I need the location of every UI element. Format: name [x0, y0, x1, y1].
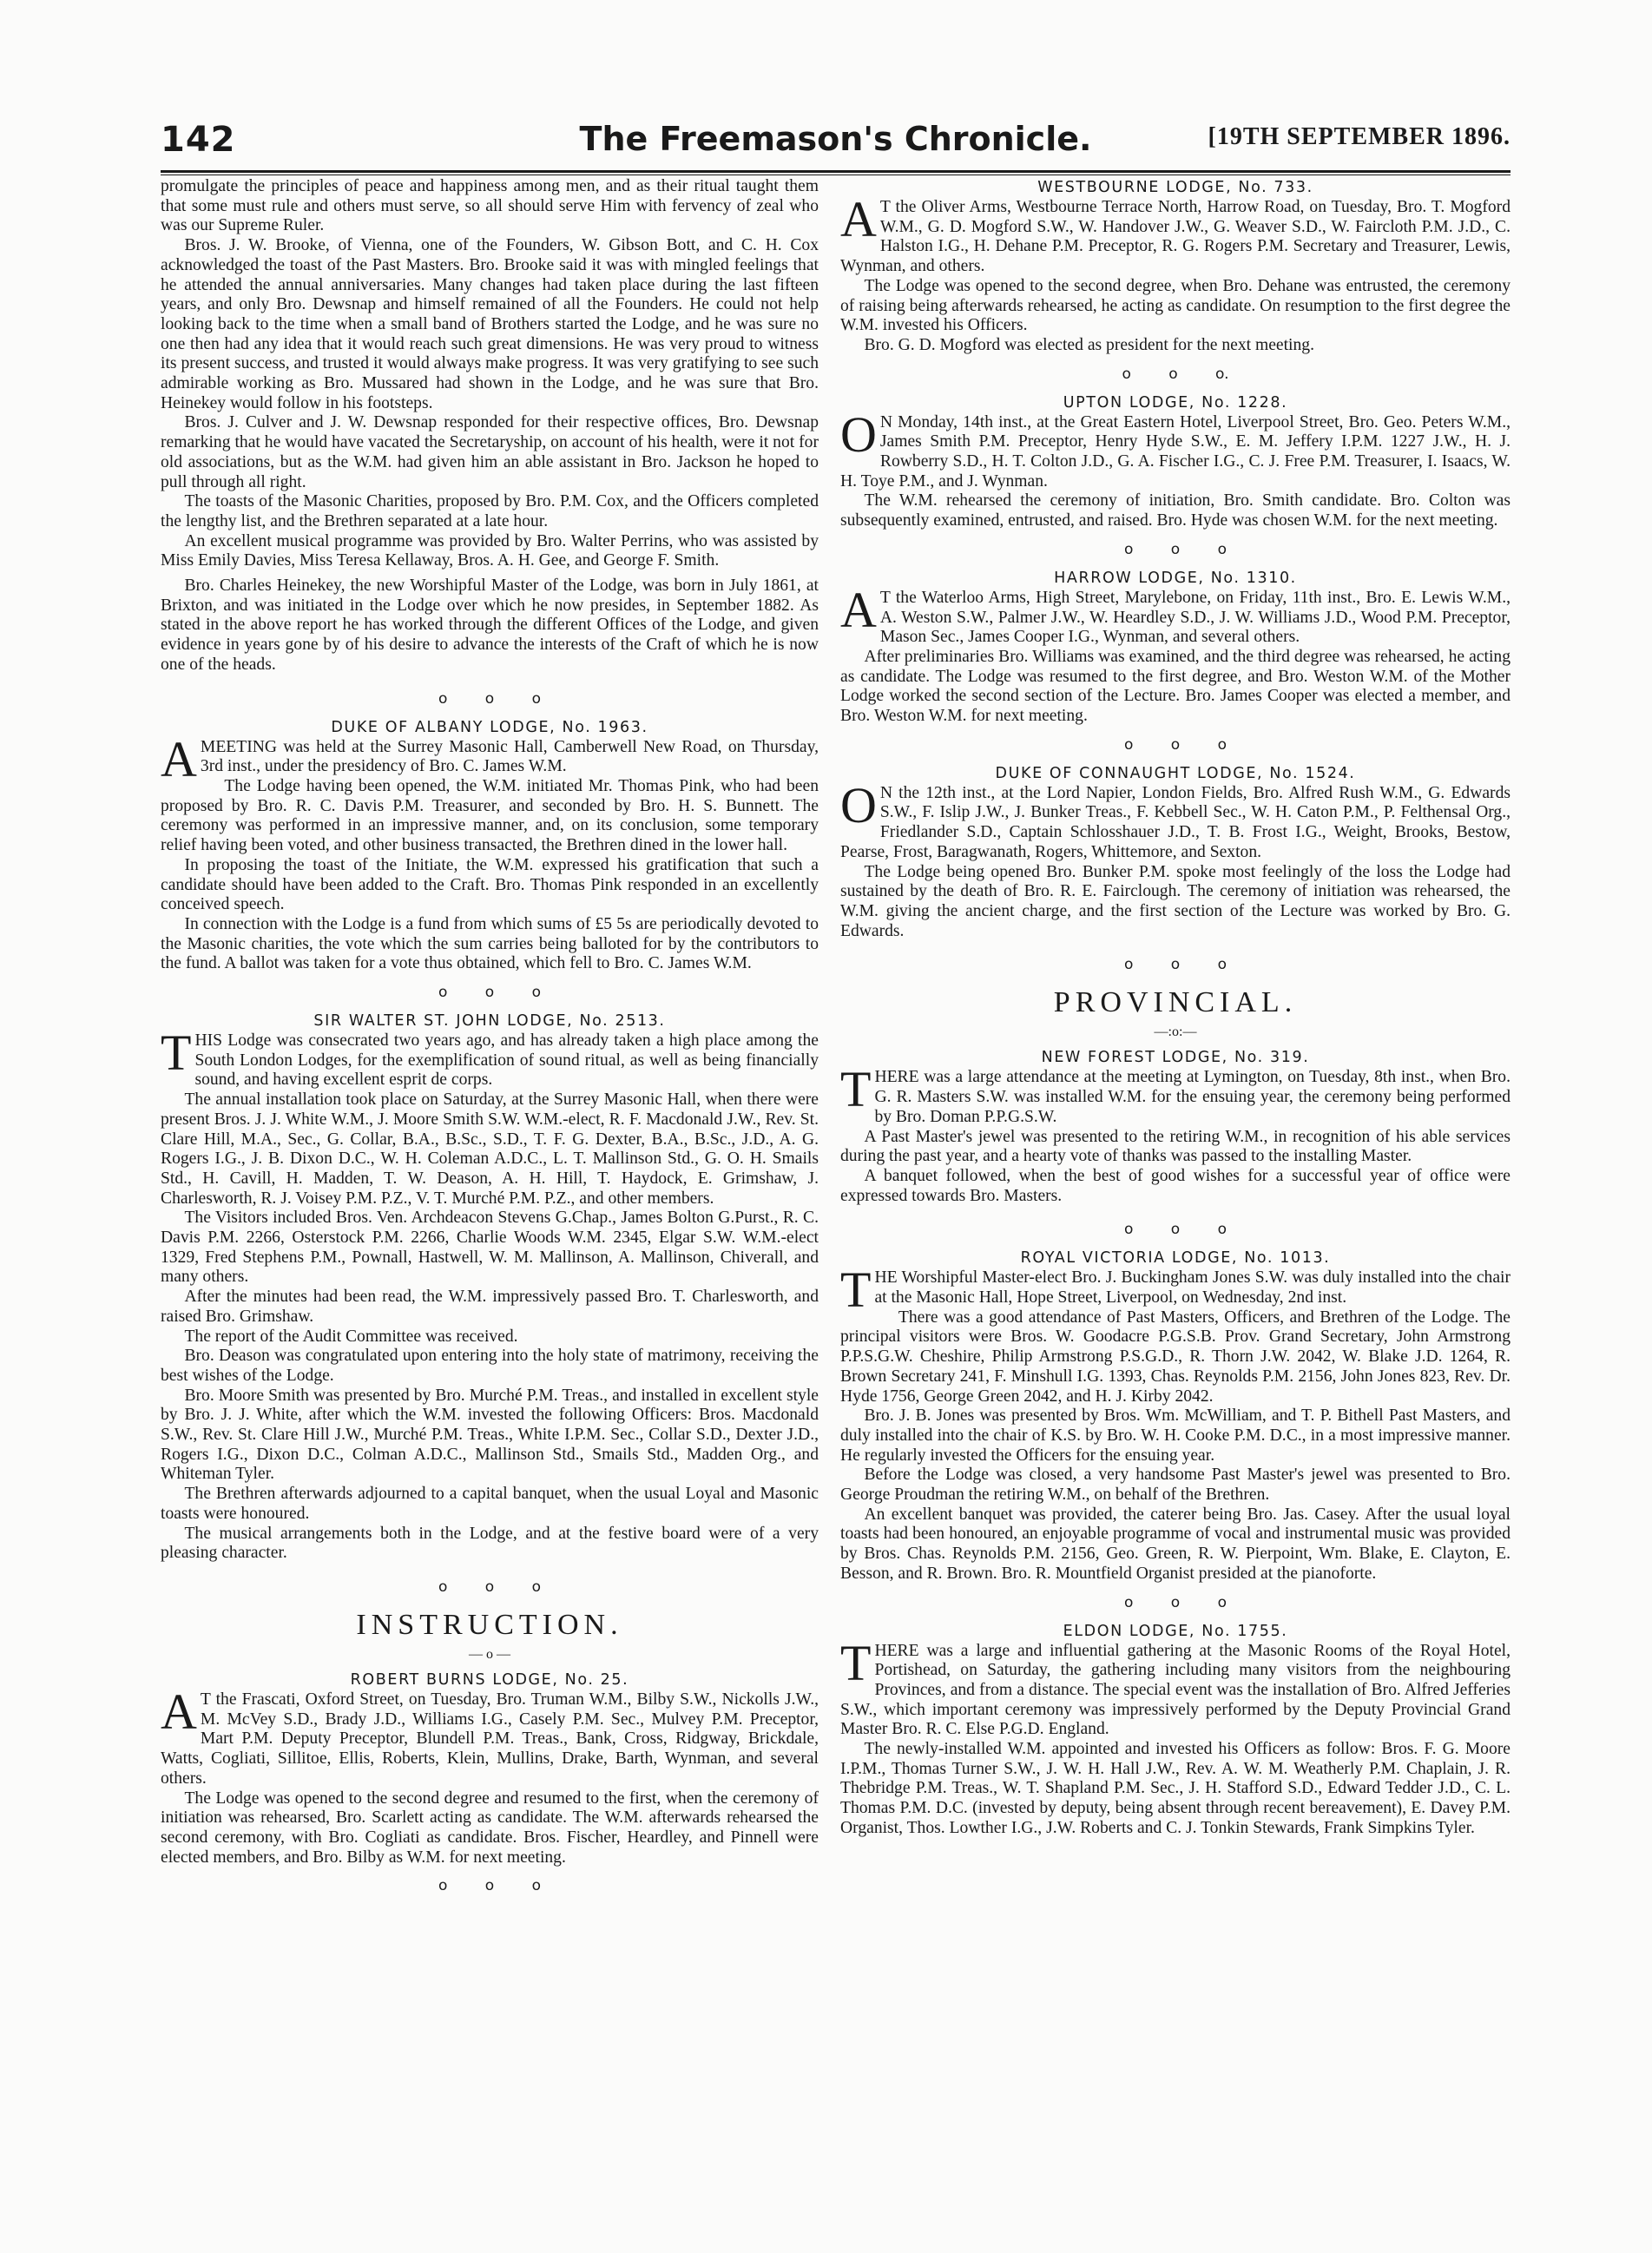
paragraph: O N the 12th inst., at the Lord Napier, London Fields, Bro. Alfred Rush W.M., G. Edwards S.W., F. Islip J.W., J. Bunker Treas., F. Kebbell Sec., W. H. Caton P.M., P. Felthensal Org., Friedlander S.D., Captain Schlosshauer J.D., T. B. Frost I.G., Weight, Brooks, Bestow, Pearse, Frost, Baragwanath, Rogers, Whittemore, and Sexton. — [840, 776, 1510, 861]
paragraph: An excellent banquet was provided, the caterer being Bro. Jas. Casey. After the usual loyal toasts had been honoured, an enjoyable programme of vocal and instrumental music was provided by Bros. Chas. Reynolds P.M. 2156, Geo. Green, R. W. Pierpoint, Wm. Blake, E. Clayton, E. Besson, and R. Brown. Bro. R. Mountfield Organist presided at the pianoforte. — [840, 1505, 1510, 1583]
section-ornament: o o o — [438, 984, 541, 1002]
page-header — [161, 120, 1510, 172]
paragraph: promulgate the principles of peace and happiness among men, and as their ritual taught them that some must rule and others must serve, so all should serve Him with fervency of zeal who was our Supreme Ruler. — [161, 177, 819, 235]
section-ornament: o o o — [1123, 1593, 1227, 1611]
paragraph: The newly-installed W.M. appointed and invested his Officers as follow: Bros. F. G. Moore I.P.M., Thomas Turner S.W., J. W. H. Hall J.W., Rev. A. W. M. Weatherly P.M. Chaplain, J. R. Thebridge P.M. Treas., W. T. Shapland P.M. Sec., J. H. Stafford S.D., Edward Tedder J.D., C. L. Thomas P.M. D.C. (invested by deputy, being absent through recent bereavement), E. Davey P.M. Organist, Thos. Lowther I.G., J.W. Roberts and C. J. Tonkin Stewards, Frank Simpkins Tyler. — [840, 1740, 1510, 1837]
section-ornament: o o o — [1123, 735, 1227, 754]
paragraph: The Brethren afterwards adjourned to a capital banquet, when the usual Loyal and Masonic toasts were honoured. — [161, 1485, 819, 1523]
drop-cap: O — [840, 405, 877, 463]
paragraph: There was a good attendance of Past Masters, Officers, and Brethren of the Lodge. The principal visitors were Bros. W. Goodacre P.G.S.B. Prov. Grand Secretary, John Armstrong P.P.S.G.W. Cheshire, Philip Armstrong P.S.G.D., R. Thorn J.W. 2042, W. Blake J.D. 1264, R. Brown Secretary 241, F. Minshull I.G. 1393, Chas. Reynolds P.M. 2156, John Jones 823, Rev. Dr. Hyde 1756, George Green 2042, and H. J. Kirby 2042. — [840, 1308, 1510, 1406]
drop-cap: T — [840, 1634, 872, 1691]
issue-date: [19TH SEPTEMBER 1896. — [1208, 123, 1510, 150]
paragraph: After the minutes had been read, the W.M. impressively passed Bro. T. Charlesworth, and raised Bro. Grimshaw. — [161, 1288, 819, 1326]
masthead-title: The Freemason's Chronicle. — [579, 120, 1092, 158]
drop-cap: T — [840, 1061, 872, 1118]
paragraph: The annual installation took place on Saturday, at the Surrey Masonic Hall, when there were present Bros. J. J. White W.M., J. Moore Smith S.W. W.M.-elect, R. F. Macdonald J.W., Rev. St. Clare Hill, M.A., Sec., G. Collar, B.A., B.Sc., S.D., T. F. G. Dexter, B.A., B.Sc., J.D., A. G. Rogers I.G., J. B. Dixon D.C., W. H. Coleman A.D.C., L. T. Mallinson Std., G. O. H. Smails Std., H. Cavill, H. Madden, T. W. Deason, A. H. Hill, T. Haydock, E. Grimshaw, J. Charlesworth, R. J. Voisey P.M. P.Z., V. T. Murché P.M. P.Z., and other members. — [161, 1090, 819, 1208]
paragraph: Bro. J. B. Jones was presented by Bros. Wm. McWilliam, and T. P. Bithell Past Masters, and duly installed into the chair of K.S. by Bro. W. H. Cooke P.M. D.C., in a most impressive manner. He regularly invested the Officers for the ensuing year. — [840, 1406, 1510, 1465]
section-title-instruction: INSTRUCTION. — [356, 1609, 623, 1641]
paragraph: After preliminaries Bro. Williams was examined, and the third degree was rehearsed, he acting as candidate. The Lodge was resumed to the first degree, and Bro. Weston W.M. of the Mother Lodge worked the second section of the Lecture. Bro. James Cooper was elected a member, and Bro. Weston W.M. for next meeting. — [840, 647, 1510, 726]
article-heading-royal-victoria: ROYAL VICTORIA LODGE, No. 1013. — [1020, 1249, 1331, 1268]
article-heading-upton: UPTON LODGE, No. 1228. — [1063, 393, 1288, 412]
article-heading-westbourne: WESTBOURNE LODGE, No. 733. — [1037, 179, 1313, 196]
drop-cap: A — [840, 581, 877, 638]
article-heading-eldon: ELDON LODGE, No. 1755. — [1063, 1622, 1288, 1640]
section-ornament: o o o — [1123, 540, 1227, 558]
paragraph: The Lodge was opened to the second degree and resumed to the first, when the ceremony of initiation was rehearsed, Bro. Scarlett acting as candidate. The W.M. afterwards rehearsed the second ceremony, with Bro. Cogliati as candidate. Bros. Fischer, Heardley, and Pinnell were elected members, and Bro. Bilby as W.M. for next meeting. — [161, 1789, 819, 1867]
drop-cap: A — [840, 191, 877, 247]
section-ornament: o o o — [438, 1578, 541, 1596]
paragraph: The musical arrangements both in the Lodge, and at the festive board were of a very pleasing character. — [161, 1524, 819, 1563]
paragraph: Bro. Deason was congratulated upon entering into the holy state of matrimony, receiving the best wishes of the Lodge. — [161, 1347, 819, 1385]
section-divider: — o — — [469, 1647, 510, 1662]
right-column — [840, 177, 1510, 1839]
paragraph: The report of the Audit Committee was received. — [184, 1327, 518, 1346]
paragraph: The Visitors included Bros. Ven. Archdeacon Stevens G.Chap., James Bolton G.Purst., R. C. Davis P.M. 2266, Osterstock P.M. 2266, Charlie Woods W.M. 2345, Elgar S.W. W.M.-elect 1329, Fred Stephens P.M., Pownall, Hastwell, W. M. Mallinson, A. Mallinson, Chiverall, and many others. — [161, 1209, 819, 1287]
header-rule-thick — [161, 170, 1510, 173]
paragraph: The W.M. rehearsed the ceremony of initiation, Bro. Smith candidate. Bro. Colton was subsequently examined, entrusted, and raised. Bro. Hyde was chosen W.M. for the next meeting. — [840, 491, 1510, 530]
article-heading-duke-of-connaught: DUKE OF CONNAUGHT LODGE, No. 1524. — [995, 764, 1356, 782]
paragraph: Bros. J. W. Brooke, of Vienna, one of the Founders, W. Gibson Bott, and C. H. Cox acknowledged the toast of the Past Masters. Bro. Brooke said it was with mingled feelings that he attended the annual anniversaries. Many changes had taken place during the last fifteen years, and only Bro. Dewsnap and himself remained of all the Founders. He could not help looking back to the time when a small band of Brothers started the Lodge, and he was sure no one then had any idea that it would reach such great dimensions. He was very proud to witness its present success, and trusted it would always make progress. It was very gratifying to see such admirable working as Bro. Mussared had shown in the Lodge, and he was sure that Bro. Heinekey would follow in his footsteps. — [161, 236, 819, 412]
paragraph: The Lodge having been opened, the W.M. initiated Mr. Thomas Pink, who had been proposed by Bro. R. C. Davis P.M. Treasurer, and seconded by Bro. H. S. Bunnett. The ceremony was performed in an impressive manner, and, on its conclusion, some temporary relief having been voted, and other business transacted, the Brethren dined in the lower hall. — [161, 776, 819, 855]
paragraph: Bro. Moore Smith was presented by Bro. Murché P.M. Treas., and installed in excellent style by Bro. J. J. White, after which the W.M. invested the following Officers: Bros. Macdonald S.W., Rev. St. Clare Hill J.W., Murché P.M. Treas., White I.P.M. Sec., Collar S.D., Dexter J.D., Rogers I.G., Dixon D.C., Colman A.D.C., Mallinson Std., Smails Std., Madden Org., and Whiteman Tyler. — [161, 1386, 819, 1484]
paragraph: O N Monday, 14th inst., at the Great Eastern Hotel, Liverpool Street, Bro. Geo. Peters W.M., James Smith P.M. Preceptor, Henry Hyde S.W., E. M. Jeffery I.P.M. 1227 J.W., H. J. Rowberry S.D., H. T. Colton J.D., G. A. Fischer I.G., C. J. Free P.M. Treasurer, I. Isaacs, W. H. Toye P.M., and J. Wynman. — [840, 405, 1510, 491]
paragraph: A banquet followed, when the best of good wishes for a successful year of office were expressed towards Bro. Masters. — [840, 1166, 1510, 1205]
paragraph: An excellent musical programme was provided by Bro. Walter Perrins, who was assisted by Miss Emily Davies, Miss Teresa Kellaway, Bros. A. H. Gee, and George F. Smith. — [161, 531, 819, 570]
drop-cap: T — [161, 1024, 192, 1082]
drop-cap: A — [161, 1683, 197, 1740]
section-ornament: o o o — [1123, 1221, 1227, 1239]
article-heading-duke-of-albany: DUKE OF ALBANY LODGE, No. 1963. — [331, 718, 648, 736]
paragraph: A T the Oliver Arms, Westbourne Terrace North, Harrow Road, on Tuesday, Bro. T. Mogford W.M., G. D. Mogford S.W., W. Handover J.W., G. Weaver S.D., W. Faircloth P.M. J.D., C. Halston I.G., H. Dehane P.M. Preceptor, R. G. Rogers P.M. Secretary and Treasurer, Lewis, Wynman, and others. — [840, 191, 1510, 276]
paragraph: THERE was a large attendance at the meeting at Lymington, on Tuesday, 8th inst., when Bro. G. R. Masters S.W. was installed W.M. for the ensuing year, the ceremony being performed by Bro. Doman P.P.G.S.W. — [840, 1061, 1510, 1126]
article-heading-harrow: HARROW LODGE, No. 1310. — [1054, 569, 1297, 587]
section-ornament: o o o — [438, 689, 541, 708]
drop-cap: T — [840, 1262, 872, 1319]
article-heading-robert-burns: ROBERT BURNS LODGE, No. 25. — [350, 1671, 629, 1689]
paragraph: Bro. G. D. Mogford was elected as president for the next meeting. — [864, 335, 1314, 354]
drop-cap: A — [161, 730, 197, 787]
paragraph: Before the Lodge was closed, a very handsome Past Master's jewel was presented to Bro. George Proudman the retiring W.M., on behalf of the Brethren. — [840, 1466, 1510, 1505]
section-ornament: o o o. — [1122, 365, 1229, 383]
paragraph: In proposing the toast of the Initiate, the W.M. expressed his gratification that such a candidate should have been added to the Craft. Bro. Thomas Pink responded in an excellently conceived speech. — [161, 855, 819, 914]
section-ornament: o o o — [1123, 956, 1227, 974]
section-divider: —:o:— — [1154, 1024, 1197, 1040]
paragraph: THE Worshipful Master-elect Bro. J. Buckingham Jones S.W. was duly installed into the chair at the Masonic Hall, Hope Street, Liverpool, on Wednesday, 2nd inst. — [840, 1262, 1510, 1319]
article-heading-sir-walter-st-john: SIR WALTER ST. JOHN LODGE, No. 2513. — [313, 1012, 666, 1031]
paragraph: Bro. Charles Heinekey, the new Worshipful Master of the Lodge, was born in July 1861, at Brixton, and was initiated in the Lodge over which he now presides, in September 1882. As stated in the above report he has worked through the different Offices of the Lodge, and given evidence in years gone by of his desire to advance the interests of the Craft of which he is now one of the heads. — [161, 576, 819, 674]
paragraph: The Lodge being opened Bro. Bunker P.M. spoke most feelingly of the loss the Lodge had sustained by the death of Bro. R. E. Fairclough. The ceremony of initiation was rehearsed, the W.M. giving the ancient charge, and the first section of the Lecture was worked by Bro. G. Edwards. — [840, 862, 1510, 940]
paragraph: A Past Master's jewel was presented to the retiring W.M., in recognition of his able services during the past year, and a hearty vote of thanks was passed to the installing Master. — [840, 1127, 1510, 1166]
paragraph: In connection with the Lodge is a fund from which sums of £5 5s are periodically devoted to the Masonic charities, the vote which the sum carries being balloted for by the contributors to the fund. A ballot was taken for a vote thus obtained, which fell to Bro. C. James W.M. — [161, 914, 819, 973]
section-title-provincial: PROVINCIAL. — [1053, 986, 1298, 1019]
paragraph: THERE was a large and influential gathering at the Masonic Rooms of the Royal Hotel, Portishead, on Saturday, the gathering including many visitors from the neighbouring Provinces, and from a distance. The special event was the installation of Bro. Alfred Jefferies S.W., which important ceremony was impressively performed by the Deputy Provincial Grand Master Bro. R. C. Else P.G.D. England. — [840, 1634, 1510, 1739]
paragraph: AMEETING was held at the Surrey Masonic Hall, Camberwell New Road, on Thursday, 3rd inst., under the presidency of Bro. C. James W.M. — [161, 730, 819, 787]
paragraph: Bros. J. Culver and J. W. Dewsnap responded for their respective offices, Bro. Dewsnap remarking that he would have vacated the Secretaryship, on account of his health, were it not for old associations, but as the W.M. had given him an able assistant in Bro. Jackson he hoped to pull through all right. — [161, 413, 819, 491]
paragraph: A T the Waterloo Arms, High Street, Marylebone, on Friday, 11th inst., Bro. E. Lewis W.M., A. Weston S.W., Palmer J.W., W. Heardley S.D., J. W. Williams J.D., Wood P.M. Preceptor, Mason Sec., James Cooper I.G., Wynman, and several others. — [840, 581, 1510, 647]
section-ornament: o o o — [438, 1877, 541, 1895]
paragraph: A T the Frascati, Oxford Street, on Tuesday, Bro. Truman W.M., Bilby S.W., Nickolls J.W., M. McVey S.D., Brady J.D., Williams I.G., Casely P.M. Sec., Mulvey P.M. Preceptor, Mart P.M. Deputy Preceptor, Blundell P.M. Treas., Bank, Cross, Ridgway, Brickdale, Watts, Cogliati, Sillitoe, Ellis, Roberts, Klein, Mullins, Drake, Barth, Wynman, and several others. — [161, 1683, 819, 1788]
drop-cap: O — [840, 776, 877, 833]
article-heading-new-forest: NEW FOREST LODGE, No. 319. — [1041, 1049, 1310, 1067]
paragraph: The toasts of the Masonic Charities, proposed by Bro. P.M. Cox, and the Officers completed the lengthy list, and the Brethren separated at a late hour. — [161, 492, 819, 530]
paragraph: The Lodge was opened to the second degree, when Bro. Dehane was entrusted, the ceremony of raising being afterwards rehearsed, he acting as candidate. On resumption to the first degree the W.M. invested his Officers. — [840, 276, 1510, 335]
left-column — [161, 177, 819, 1899]
paragraph: THIS Lodge was consecrated two years ago, and has already taken a high place among the South London Lodges, for the exemplification of sound ritual, as well as being financially sound, and having excellent esprit de corps. — [161, 1024, 819, 1090]
page-number: 142 — [161, 120, 236, 160]
